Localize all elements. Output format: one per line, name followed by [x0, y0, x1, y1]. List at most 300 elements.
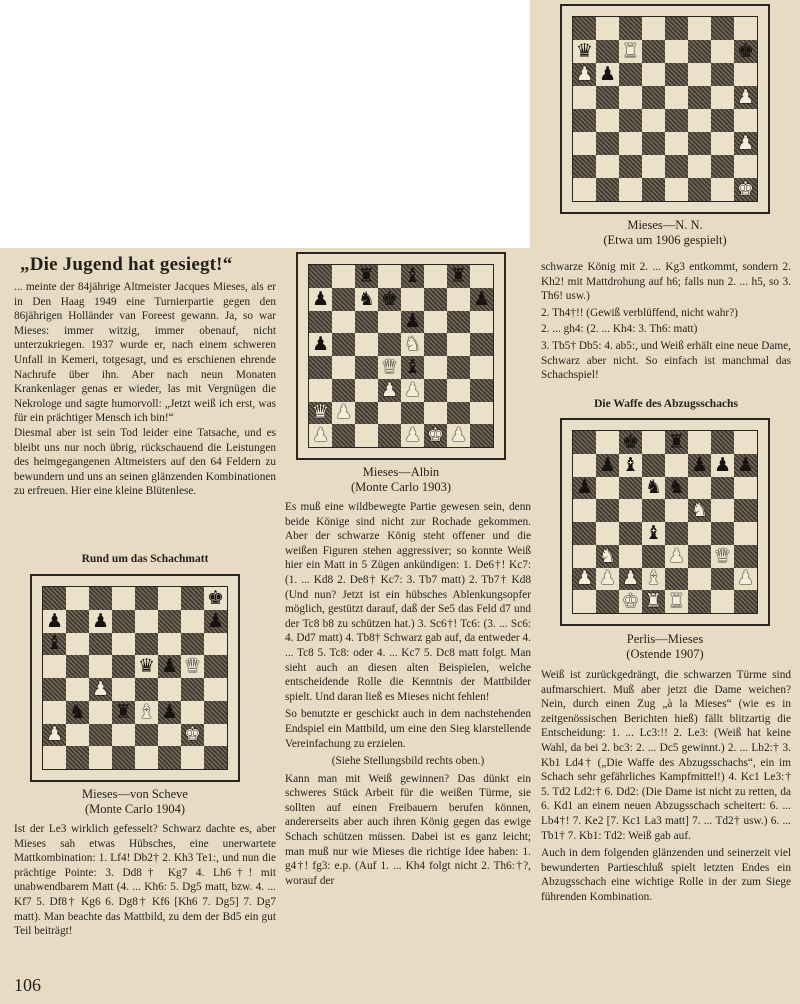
square-d6	[378, 311, 401, 334]
square-c8	[355, 265, 378, 288]
square-b4	[332, 356, 355, 379]
caption-players: Mieses—von Scheve	[82, 787, 188, 801]
square-g4	[447, 356, 470, 379]
square-f5	[688, 86, 711, 109]
square-g1	[447, 424, 470, 447]
square-b1	[596, 590, 619, 613]
albin-analysis: Es muß eine wildbewegte Partie gewesen sein, denn beide Könige sind nicht zur Rochade gekommen. Aber der schwarze König steht offener und die weißen Figuren stehen aggressiver; so konnte Weiß hier ein Matt in 5 Zügen ankündigen: 1. De6†! Kc7: (1. ... Kd8 2. De8† Kc7: 3. Tb7 matt) 2. Tb7† Kd8 (Und nun? Jetzt ist ein hübsches Ablenkungsopfer möglich, gestützt darauf, daß der Se5 das Feld d7 und der Tc8 b8 zu schützen hat.) 3. Sc6†! Tc6: (3. ... Sc6: 4. Dd7 matt) 4. Tb8† Schwarz gab auf, da entweder 4. ... Tc8 5. Tc8: oder 4. ... Kc7 5. Dc8 matt folgt. Man sieht auch an diesen alten Beispielen, welche entscheidende Rolle die Kenntnis der Mattbilder spielt. Und daran ließ es Mieses nicht fehlen!	[285, 501, 531, 703]
square-c4	[355, 356, 378, 379]
square-a3	[573, 132, 596, 155]
square-c5	[89, 655, 112, 678]
white-pawn-icon: ♟	[45, 723, 64, 746]
square-f2	[158, 724, 181, 747]
square-b2	[596, 568, 619, 591]
black-knight-icon: ♞	[667, 476, 686, 499]
caption-event: (Monte Carlo 1903)	[351, 480, 451, 494]
black-knight-icon: ♞	[357, 287, 376, 310]
white-pawn-icon: ♟	[311, 424, 330, 447]
square-g3	[181, 701, 204, 724]
black-queen-icon: ♛	[575, 40, 594, 62]
square-h4	[204, 678, 227, 701]
black-pawn-icon: ♟	[598, 63, 617, 85]
square-e5	[665, 86, 688, 109]
square-c6	[355, 311, 378, 334]
square-e2	[401, 402, 424, 425]
square-h4	[734, 109, 757, 132]
closing-paragraph: Auch in dem folgenden glänzenden und seinerzeit viel bewunderten Partieschluß spielt letzten Endes ein Abzugsschach eine wichtige Rolle in der zum Siege führenden Kombination.	[541, 847, 791, 903]
square-e3	[665, 132, 688, 155]
square-b4	[596, 109, 619, 132]
white-pawn-icon: ♟	[403, 424, 422, 447]
white-pawn-icon: ♟	[403, 378, 422, 401]
caption-event: (Monte Carlo 1904)	[85, 802, 185, 816]
black-rook-icon: ♜	[667, 431, 686, 453]
white-queen-icon: ♛	[183, 655, 202, 678]
square-c7	[89, 610, 112, 633]
square-d6	[642, 477, 665, 500]
square-g1	[711, 590, 734, 613]
square-d5	[642, 86, 665, 109]
white-pawn-icon: ♟	[736, 567, 755, 590]
black-pawn-icon: ♟	[575, 476, 594, 499]
square-c3	[89, 701, 112, 724]
diagram-frame-scheve	[30, 574, 240, 782]
square-f5	[424, 333, 447, 356]
see-diagram-note: (Siehe Stellungsbild rechts oben.)	[331, 755, 485, 768]
square-f3	[688, 545, 711, 568]
square-h5	[734, 86, 757, 109]
square-a8	[43, 587, 66, 610]
square-b5	[332, 333, 355, 356]
square-a2	[573, 155, 596, 178]
square-d6	[642, 63, 665, 86]
square-c4	[89, 678, 112, 701]
square-g8	[181, 587, 204, 610]
square-h2	[204, 724, 227, 747]
square-b1	[66, 746, 89, 769]
square-b2	[66, 724, 89, 747]
black-rook-icon: ♜	[114, 700, 133, 723]
square-c6	[619, 477, 642, 500]
black-pawn-icon: ♟	[690, 453, 709, 476]
square-d8	[112, 587, 135, 610]
square-d3	[642, 545, 665, 568]
square-b2	[332, 402, 355, 425]
square-b6	[596, 63, 619, 86]
white-pawn-icon: ♟	[736, 86, 755, 108]
square-g8	[711, 17, 734, 40]
white-pawn-icon: ♟	[621, 567, 640, 590]
square-d7	[642, 454, 665, 477]
column-1-bottom-text	[14, 822, 276, 939]
square-a1	[43, 746, 66, 769]
square-f8	[688, 431, 711, 454]
square-b8	[596, 431, 619, 454]
square-f8	[158, 587, 181, 610]
white-pawn-icon: ♟	[575, 63, 594, 85]
square-e8	[135, 587, 158, 610]
square-b8	[596, 17, 619, 40]
square-h8	[734, 431, 757, 454]
square-f2	[688, 568, 711, 591]
square-g5	[711, 499, 734, 522]
square-d2	[642, 155, 665, 178]
black-pawn-icon: ♟	[311, 333, 330, 356]
square-c2	[355, 402, 378, 425]
white-king-icon: ♚	[736, 178, 755, 200]
square-a2	[43, 724, 66, 747]
square-h8	[204, 587, 227, 610]
square-e7	[665, 40, 688, 63]
square-d1	[642, 178, 665, 201]
square-h6	[204, 633, 227, 656]
square-f6	[688, 63, 711, 86]
square-d1	[378, 424, 401, 447]
square-d5	[112, 655, 135, 678]
page-headline: „Die Jugend hat gesiegt!“	[20, 254, 233, 275]
square-e8	[665, 431, 688, 454]
square-f7	[688, 454, 711, 477]
square-g6	[447, 311, 470, 334]
black-bishop-icon: ♝	[45, 632, 64, 655]
square-a2	[573, 568, 596, 591]
scheve-analysis: Ist der Le3 wirklich gefesselt? Schwarz dachte es, aber Mieses sah etwas Hübsches, eine unerwartete Mattkombination: 1. Lf4! Db2† 2. Kh3 Te1:, und nun die prächtige Pointe: 3. Dd8† Kg7 4. Lh6†! mit unabwendbarem Matt (4. ... Kh6: 5. Dg5 matt, bzw. 4. ... Kf7 5. Df8† Kg6 6. Dg8† Kf6 [Kh6 7. Dg5] 7. Dg7 matt). Man beachte das Mattbild, zu dem der Bd5 ein gut Teil beiträgt!	[14, 823, 276, 938]
square-f6	[158, 633, 181, 656]
square-e1	[665, 590, 688, 613]
square-c5	[355, 333, 378, 356]
square-f2	[424, 402, 447, 425]
square-a8	[309, 265, 332, 288]
square-h5	[204, 655, 227, 678]
black-pawn-icon: ♟	[206, 609, 225, 632]
square-a4	[573, 109, 596, 132]
white-knight-icon: ♞	[690, 499, 709, 522]
white-bishop-icon: ♝	[137, 700, 156, 723]
square-a3	[43, 701, 66, 724]
square-g5	[181, 655, 204, 678]
square-c1	[619, 590, 642, 613]
white-king-icon: ♚	[183, 723, 202, 746]
white-rook-icon: ♜	[667, 590, 686, 613]
endgame-analysis: Kann man mit Weiß gewinnen? Das dünkt ein schweres Stück Arbeit für die weißen Türme, sie sollten auf einen Freibauern berufen können, andererseits aber auch ihren König gegen das ewige Schach schützen müssen. Dabei ist es ganz leicht; man muß nur wie Mieses die richtige Idee haben: 1. g4†! fg3: e.p. (Auf 1. ... Kh4 folgt nicht 2. Th6:†?, worauf der	[285, 772, 531, 887]
square-d4	[378, 356, 401, 379]
square-f8	[424, 265, 447, 288]
white-pawn-icon: ♟	[736, 132, 755, 154]
square-d3	[112, 701, 135, 724]
square-b7	[596, 40, 619, 63]
square-g8	[711, 431, 734, 454]
square-g7	[181, 610, 204, 633]
chessboard-nn	[572, 16, 758, 202]
square-a1	[573, 590, 596, 613]
diagram-caption-nn	[560, 218, 770, 248]
column-3-bottom-text	[541, 668, 791, 905]
square-b6	[66, 633, 89, 656]
square-a8	[573, 17, 596, 40]
square-b1	[332, 424, 355, 447]
square-g5	[447, 333, 470, 356]
white-pawn-icon: ♟	[334, 401, 353, 424]
square-d3	[378, 379, 401, 402]
square-a5	[573, 86, 596, 109]
diagram-caption-scheve	[30, 787, 240, 817]
square-b4	[596, 522, 619, 545]
white-pawn-icon: ♟	[449, 424, 468, 447]
square-e4	[665, 522, 688, 545]
square-g6	[711, 477, 734, 500]
black-king-icon: ♚	[380, 287, 399, 310]
page-number: 106	[14, 975, 41, 995]
square-f1	[424, 424, 447, 447]
tribute-paragraph: Diesmal aber ist sein Tod leider eine Tatsache, und es bleibt uns nur noch übrig, rückschauend die Leistungen des heimgegangenen Altmeisters auf den 64 Feldern zu bewundern und uns an seinen glänzenden Kombinationen zu erfreuen. Hier eine kleine Blütenlese.	[14, 426, 276, 498]
square-e6	[401, 311, 424, 334]
square-f3	[688, 132, 711, 155]
square-f3	[158, 701, 181, 724]
square-b3	[332, 379, 355, 402]
white-queen-icon: ♛	[713, 544, 732, 567]
square-e4	[401, 356, 424, 379]
square-c1	[619, 178, 642, 201]
square-h8	[470, 265, 493, 288]
square-g7	[711, 40, 734, 63]
square-f5	[158, 655, 181, 678]
square-b5	[596, 86, 619, 109]
square-a3	[309, 379, 332, 402]
black-bishop-icon: ♝	[644, 522, 663, 544]
square-a7	[309, 288, 332, 311]
caption-players: Mieses—N. N.	[627, 218, 703, 232]
square-g6	[181, 633, 204, 656]
square-h1	[734, 590, 757, 613]
square-d2	[642, 568, 665, 591]
square-b6	[596, 477, 619, 500]
square-a2	[309, 402, 332, 425]
square-e2	[665, 568, 688, 591]
diagram-caption-albin	[296, 465, 506, 495]
square-g7	[447, 288, 470, 311]
black-pawn-icon: ♟	[736, 453, 755, 476]
square-c2	[619, 155, 642, 178]
square-c8	[619, 431, 642, 454]
square-b8	[332, 265, 355, 288]
square-c4	[619, 522, 642, 545]
square-d8	[378, 265, 401, 288]
square-b5	[66, 655, 89, 678]
square-e1	[401, 424, 424, 447]
square-a6	[309, 311, 332, 334]
square-h7	[470, 288, 493, 311]
square-h6	[734, 477, 757, 500]
square-d2	[112, 724, 135, 747]
square-b2	[596, 155, 619, 178]
square-a5	[309, 333, 332, 356]
square-f3	[424, 379, 447, 402]
caption-event: (Etwa um 1906 gespielt)	[603, 233, 727, 247]
square-a7	[43, 610, 66, 633]
square-a4	[309, 356, 332, 379]
black-king-icon: ♚	[621, 431, 640, 453]
square-h6	[734, 63, 757, 86]
square-h5	[734, 499, 757, 522]
square-c3	[355, 379, 378, 402]
square-h1	[204, 746, 227, 769]
white-pawn-icon: ♟	[91, 678, 110, 700]
square-b1	[596, 178, 619, 201]
diagram-caption-perlis	[560, 632, 770, 662]
nn-move-3: 3. Tb5† Db5: 4. ab5:, und Weiß erhält eine neue Dame, Schwarz aber nicht. So einfach ist manchmal das Schachspiel!	[541, 339, 791, 382]
square-g2	[711, 568, 734, 591]
square-c8	[619, 17, 642, 40]
square-a4	[43, 678, 66, 701]
square-d5	[642, 499, 665, 522]
square-d4	[642, 522, 665, 545]
diagram-frame-albin	[296, 252, 506, 460]
square-c7	[619, 40, 642, 63]
square-g2	[447, 402, 470, 425]
black-queen-icon: ♛	[137, 655, 156, 678]
square-e5	[665, 499, 688, 522]
square-h3	[470, 379, 493, 402]
square-e7	[665, 454, 688, 477]
square-d8	[642, 431, 665, 454]
square-h4	[734, 522, 757, 545]
square-c3	[619, 132, 642, 155]
caption-event: (Ostende 1907)	[626, 647, 704, 661]
white-knight-icon: ♞	[403, 333, 422, 356]
square-h1	[734, 178, 757, 201]
square-a6	[573, 477, 596, 500]
square-f4	[158, 678, 181, 701]
square-a5	[43, 655, 66, 678]
chessboard-scheve	[42, 586, 228, 770]
square-b8	[66, 587, 89, 610]
black-pawn-icon: ♟	[713, 453, 732, 476]
square-b4	[66, 678, 89, 701]
square-g4	[181, 678, 204, 701]
square-c4	[619, 109, 642, 132]
white-pawn-icon: ♟	[380, 378, 399, 401]
square-e6	[135, 633, 158, 656]
square-f5	[688, 499, 711, 522]
black-knight-icon: ♞	[68, 700, 87, 723]
square-g4	[711, 109, 734, 132]
square-g3	[711, 132, 734, 155]
square-c3	[619, 545, 642, 568]
square-h7	[734, 454, 757, 477]
square-f2	[688, 155, 711, 178]
white-rook-icon: ♜	[644, 590, 663, 613]
square-f1	[158, 746, 181, 769]
square-e3	[401, 379, 424, 402]
square-f7	[688, 40, 711, 63]
black-pawn-icon: ♟	[160, 700, 179, 723]
square-h2	[734, 155, 757, 178]
nn-move-2-alt: 2. ... gh4: (2. ... Kh4: 3. Th6: matt)	[541, 323, 698, 336]
square-g2	[181, 724, 204, 747]
square-h2	[470, 402, 493, 425]
square-a6	[43, 633, 66, 656]
square-e5	[401, 333, 424, 356]
square-e8	[665, 17, 688, 40]
square-a1	[309, 424, 332, 447]
square-g3	[447, 379, 470, 402]
square-d1	[112, 746, 135, 769]
black-pawn-icon: ♟	[160, 655, 179, 678]
black-pawn-icon: ♟	[91, 609, 110, 632]
square-h5	[470, 333, 493, 356]
white-rook-icon: ♜	[621, 40, 640, 62]
nn-move-2: 2. Th4†!! (Gewiß verblüffend, nicht wahr?)	[541, 306, 738, 319]
square-h3	[734, 132, 757, 155]
square-f4	[688, 522, 711, 545]
square-b6	[332, 311, 355, 334]
square-a8	[573, 431, 596, 454]
square-e1	[135, 746, 158, 769]
black-pawn-icon: ♟	[45, 609, 64, 632]
square-b3	[66, 701, 89, 724]
square-g6	[711, 63, 734, 86]
square-f8	[688, 17, 711, 40]
square-c2	[89, 724, 112, 747]
square-g2	[711, 155, 734, 178]
square-f4	[688, 109, 711, 132]
square-a5	[573, 499, 596, 522]
square-e6	[665, 477, 688, 500]
black-king-icon: ♚	[206, 587, 225, 609]
square-h3	[734, 545, 757, 568]
square-e7	[135, 610, 158, 633]
square-b5	[596, 499, 619, 522]
section-heading-abzugsschach: Die Waffe des Abzugsschachs	[594, 398, 738, 410]
black-rook-icon: ♜	[357, 265, 376, 287]
square-b7	[66, 610, 89, 633]
square-d7	[642, 40, 665, 63]
square-b7	[596, 454, 619, 477]
square-f1	[688, 178, 711, 201]
square-c7	[619, 454, 642, 477]
square-d1	[642, 590, 665, 613]
caption-players: Mieses—Albin	[362, 465, 440, 479]
white-queen-icon: ♛	[380, 356, 399, 378]
square-c1	[89, 746, 112, 769]
square-h4	[470, 356, 493, 379]
square-f7	[424, 288, 447, 311]
white-pawn-icon: ♟	[667, 544, 686, 567]
chessboard-albin	[308, 264, 494, 448]
square-b7	[332, 288, 355, 311]
square-a7	[573, 454, 596, 477]
square-a3	[573, 545, 596, 568]
square-h3	[204, 701, 227, 724]
diagram-frame-perlis	[560, 418, 770, 626]
column-3-top-text	[541, 260, 791, 383]
square-h2	[734, 568, 757, 591]
square-g4	[711, 522, 734, 545]
black-pawn-icon: ♟	[403, 310, 422, 333]
column-1-text	[14, 280, 276, 499]
perlis-analysis: Weiß ist zurückgedrängt, die schwarzen Türme sind aufmarschiert. Muß aber jetzt die Dame weichen? Nein, durch einen Zug „à la Mieses“ (wie es in zeitgenössischen Berichten hieß) fällt blitzartig die Entscheidung: 1. ... Lc3:!! 2. Le3: (Weiß hat keine Wahl, da bei 2. bc3: 2. ... Dc5 gewinnt.) 2. ... Lb2:† 3. Kb1 Ld4† („Die Waffe des Abzugsschachs“, ein im Schach sehr gefährliches Kampfmittel!) 4. Kc1 Le3:† 5. Td2 Ld2:† 6. Dd2: (Die Dame ist nicht zu retten, da 6. Kd1 an einem neuen Abzugsschach scheitert: 6. ... Lb4†! 7. Ke2 [7. Kc1 La3 matt] 7. ... Td2† usw.) 6. ... Tb1† 7. Kb1: Td2: Weiß gab auf.	[541, 669, 791, 842]
square-e3	[665, 545, 688, 568]
black-bishop-icon: ♝	[403, 356, 422, 378]
endgame-intro: So benutzte er geschickt auch in dem nachstehenden Endspiel ein Mattbild, um eine den Sieg klarstellende Vereinfachung zu erzielen.	[285, 708, 531, 750]
square-d4	[112, 678, 135, 701]
square-c1	[355, 424, 378, 447]
square-d7	[378, 288, 401, 311]
column-2-text	[285, 500, 531, 888]
square-h7	[734, 40, 757, 63]
square-h8	[734, 17, 757, 40]
square-b3	[596, 545, 619, 568]
